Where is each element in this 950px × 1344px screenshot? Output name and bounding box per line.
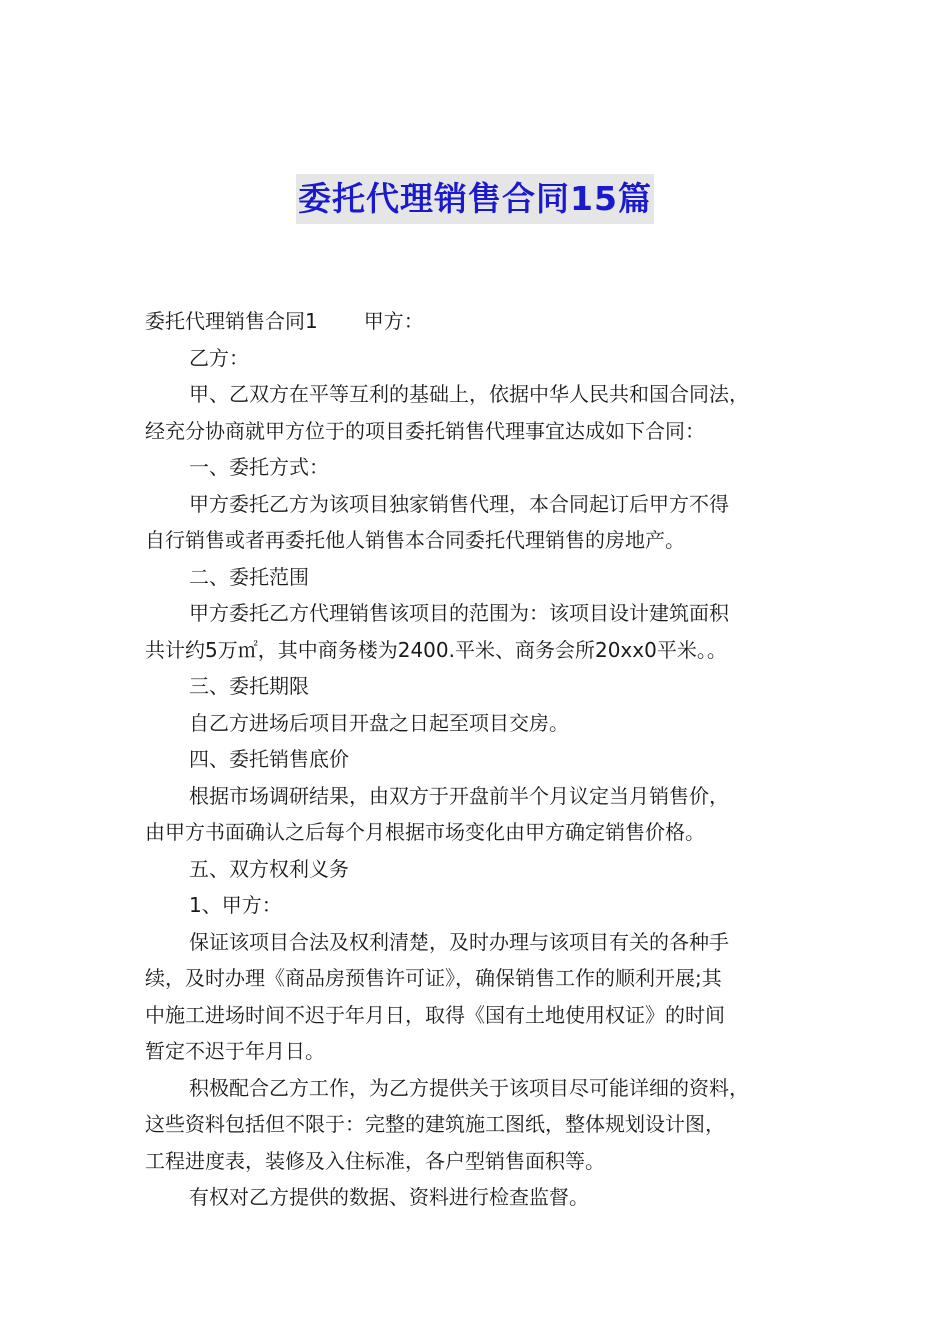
text-line: 续，及时办理《商品房预售许可证》，确保销售工作的顺利开展;其 — [145, 966, 722, 990]
text-line: 甲方委托乙方代理销售该项目的范围为：该项目设计建筑面积 — [189, 601, 729, 625]
text-line: 这些资料包括但不限于：完整的建筑施工图纸，整体规划设计图， — [145, 1112, 725, 1136]
text-line: 甲方委托乙方为该项目独家销售代理，本合同起订后甲方不得 — [189, 491, 729, 516]
paragraph-lines — [145, 340, 835, 1216]
text-line: 四、委托销售底价 — [189, 747, 349, 771]
text-line: 有权对乙方提供的数据、资料进行检查监督。 — [189, 1185, 589, 1209]
text-line: 乙方： — [189, 345, 249, 370]
text-line: 共计约5万㎡，其中商务楼为2400.平米、商务会所20xx0平米。。 — [145, 637, 727, 662]
party-a-label: 甲方： — [363, 309, 424, 333]
text-line: 保证该项目合法及权利清楚，及时办理与该项目有关的各种手 — [189, 929, 729, 954]
text-line: 1、甲方： — [189, 893, 282, 917]
first-line — [145, 303, 835, 340]
contract-heading: 委托代理销售合同1 — [145, 309, 318, 333]
text-line: 甲、乙双方在平等互利的基础上，依据中华人民共和国合同法， — [189, 382, 749, 406]
text-line: 根据市场调研结果，由双方于开盘前半个月议定当月销售价， — [189, 783, 729, 808]
title-block — [0, 174, 950, 224]
text-line: 由甲方书面确认之后每个月根据市场变化由甲方确定销售价格。 — [145, 820, 705, 844]
text-line: 自乙方进场后项目开盘之日起至项目交房。 — [189, 710, 569, 735]
text-line: 中施工进场时间不迟于年月日，取得《国有土地使用权证》的时间 — [145, 1002, 725, 1027]
text-line: 工程进度表，装修及入住标准，各户型销售面积等。 — [145, 1148, 605, 1173]
text-line: 五、双方权利义务 — [189, 856, 349, 881]
text-line: 暂定不迟于年月日。 — [145, 1039, 325, 1063]
text-line: 经充分协商就甲方位于的项目委托销售代理事宜达成如下合同： — [145, 418, 705, 443]
document-body — [145, 303, 835, 1216]
text-line: 积极配合乙方工作，为乙方提供关于该项目尽可能详细的资料， — [189, 1075, 749, 1100]
text-line: 三、委托期限 — [189, 674, 309, 698]
text-line: 二、委托范围 — [189, 564, 309, 589]
document-title: 委托代理销售合同15篇 — [296, 174, 654, 224]
text-line: 一、委托方式： — [189, 455, 329, 479]
text-line: 自行销售或者再委托他人销售本合同委托代理销售的房地产。 — [145, 528, 685, 552]
